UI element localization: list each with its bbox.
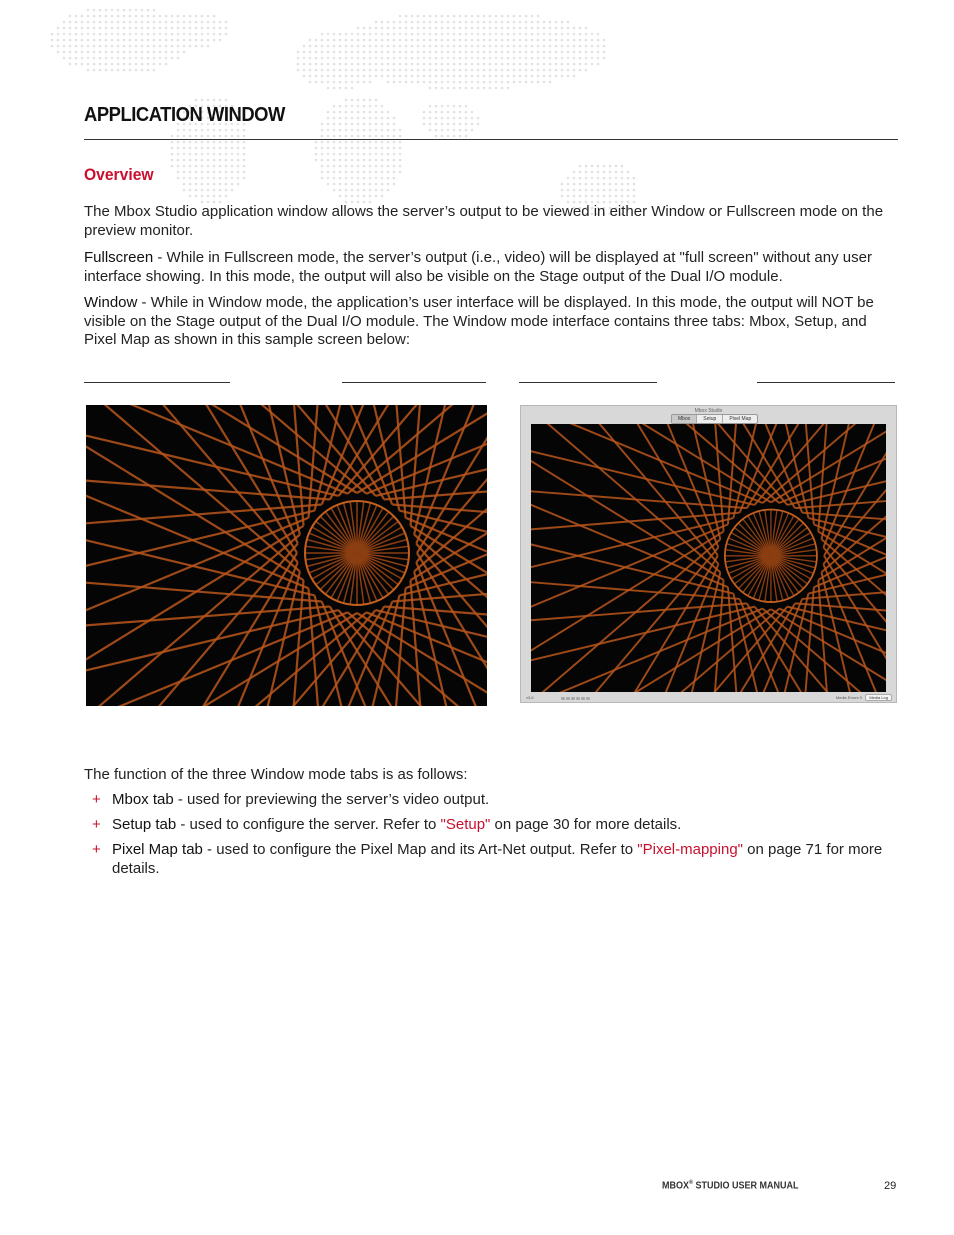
caption-rule (519, 382, 657, 383)
bullet-marker: + (92, 816, 101, 833)
version-label: v3.6 (526, 695, 534, 700)
tab-function-list (84, 791, 899, 885)
bullet-marker: + (92, 841, 101, 858)
app-window-title: Mbox Studio (694, 408, 723, 414)
caption-rule (84, 382, 230, 383)
caption-rule (757, 382, 895, 383)
page-number: 29 (884, 1180, 897, 1192)
setup-link[interactable]: "Setup" (440, 816, 491, 833)
tab-setup[interactable]: Setup (697, 415, 723, 423)
window-text: - While in Window mode, the application’s user interface will be displayed. In this mode, the output will NOT be visible on the Stage output of the Dual I/O module. The Window mode interface contains three tabs: Mbox, Setup, and Pixel Map as shown in this sample screen below: (84, 294, 874, 348)
window-term: Window (84, 294, 138, 311)
pixel-mapping-link[interactable]: "Pixel-mapping" (637, 841, 743, 858)
tab-mbox[interactable]: Mbox (672, 415, 697, 423)
title-divider (84, 139, 898, 140)
tab-pixel-map[interactable]: Pixel Map (729, 416, 752, 422)
caption-rule (342, 382, 486, 383)
spirograph-image (86, 405, 487, 706)
spirograph-image (531, 424, 886, 692)
fullscreen-text: - While in Fullscreen mode, the server’s output (i.e., video) will be displayed at "full screen" without any user interface showing. In this mode, the output will also be visible on the Stage output of the Dual I/O module. (84, 249, 872, 285)
fullscreen-paragraph (84, 249, 899, 286)
list-item: + Mbox tab - used for previewing the server’s video output. (92, 791, 490, 808)
status-indicator (561, 697, 590, 700)
window-paragraph (84, 294, 899, 350)
preview-output (531, 424, 886, 692)
list-item: + Setup tab - used to configure the server. Refer to "Setup" on page 30 for more details. (92, 816, 682, 833)
fullscreen-term: Fullscreen (84, 249, 154, 266)
section-title: APPLICATION WINDOW (84, 104, 285, 126)
bullet-marker: + (92, 791, 101, 808)
fullscreen-screenshot (86, 405, 487, 706)
media-log-button[interactable]: Media Log (865, 694, 892, 701)
media-errors-label: Media Errors 0 (835, 695, 862, 700)
overview-heading: Overview (84, 165, 154, 184)
app-tab-bar (671, 414, 758, 424)
list-item: + Pixel Map tab - used to configure the Pixel Map and its Art-Net output. Refer to "Pixel-mapping" on page 71 for more details. (92, 841, 883, 877)
footer-manual-title: MBOX® STUDIO USER MANUAL (662, 1180, 799, 1192)
tabs-intro-paragraph: The function of the three Window mode tabs is as follows: (84, 766, 468, 783)
intro-paragraph: The Mbox Studio application window allows the server’s output to be viewed in either Window or Fullscreen mode on the preview monitor. (84, 203, 884, 239)
window-mode-screenshot (520, 405, 897, 703)
